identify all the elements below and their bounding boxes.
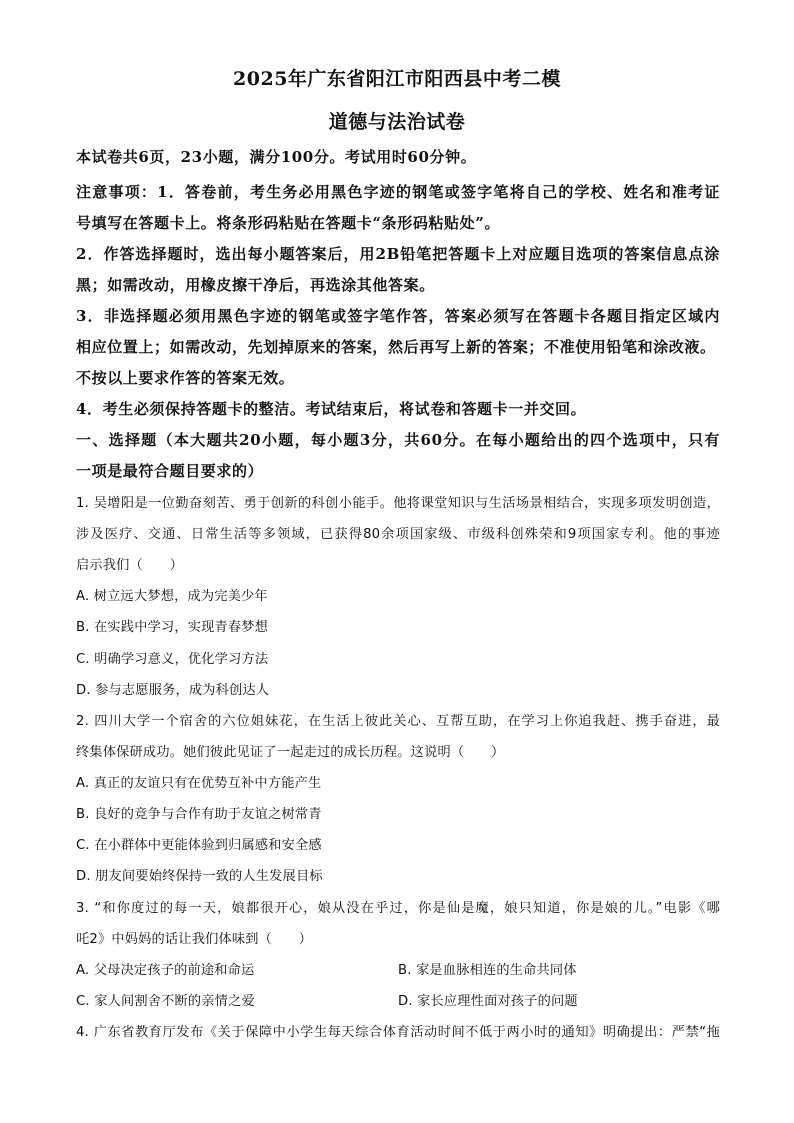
question-1-stem-line-3: 启示我们（ ） [76,558,184,573]
question-2-stem-line-2: 终集体保研成功。她们彼此见证了一起走过的成长历程。这说明（ ） [76,745,505,760]
notice-3-line-3: 不按以上要求作答的答案无效。 [76,369,295,387]
question-2-option-a: A. 真正的友谊只有在优势互补中方能产生 [76,776,322,791]
question-3-option-c: C. 家人间割舍不断的亲情之爱 [76,994,255,1009]
section-heading-line-1: 一、选择题（本大题共20小题，每小题3分，共60分。在每小题给出的四个选项中，只有 [76,431,720,449]
notice-1-line-2: 号填写在答题卡上。将条形码粘贴在答题卡“条形码粘贴处”。 [76,214,501,232]
notice-4: 4．考生必须保持答题卡的整洁。考试结束后，将试卷和答题卡一并交回。 [76,400,587,418]
question-3-stem-line-1: 3. “和你度过的每一天，娘都很开心，娘从没在乎过，你是仙是魔，娘只知道，你是娘的儿。”电影《哪 [76,901,720,916]
question-3-option-b: B. 家是血脉相连的生命共同体 [398,963,577,978]
notice-2-line-2: 黑；如需改动，用橡皮擦干净后，再选涂其他答案。 [76,276,435,294]
question-1-option-a: A. 树立远大梦想，成为完美少年 [76,589,268,604]
question-2-option-c: C. 在小群体中更能体验到归属感和安全感 [76,838,322,853]
question-3-option-d: D. 家长应理性面对孩子的问题 [398,994,578,1009]
notice-3-line-2: 相应位置上；如需改动，先划掉原来的答案，然后再写上新的答案；不准使用铅笔和涂改液。 [76,338,716,356]
question-1-stem-line-2: 涉及医疗、交通、日常生活等多领域，已获得80余项国家级、市级科创殊荣和9项国家专利。他的事迹 [76,527,720,542]
notice-3-line-1: 3．非选择题必须用黑色字迹的钢笔或签字笔作答，答案必须写在答题卡各题目指定区域内 [76,307,720,325]
question-1-option-c: C. 明确学习意义，优化学习方法 [76,652,269,667]
notice-2-line-1: 2．作答选择题时，选出每小题答案后，用2B铅笔把答题卡上对应题目选项的答案信息点涂 [76,245,720,263]
question-1-option-d: D. 参与志愿服务，成为科创达人 [76,683,270,698]
question-3-stem-line-2: 吒2》中妈妈的话让我们体味到（ ） [76,932,313,947]
section-heading-line-2: 一项是最符合题目要求的） [76,462,264,480]
question-2-option-d: D. 朋友间要始终保持一致的人生发展目标 [76,869,323,884]
question-1-option-b: B. 在实践中学习，实现青春梦想 [76,620,269,635]
notice-1-line-1: 注意事项：1．答卷前，考生务必用黑色字迹的钢笔或签字笔将自己的学校、姓名和准考证 [76,183,720,201]
question-3-option-a: A. 父母决定孩子的前途和命运 [76,963,255,978]
exam-title: 2025年广东省阳江市阳西县中考二模 [233,68,561,90]
intro-summary: 本试卷共6页，23小题，满分100分。考试用时60分钟。 [76,148,477,166]
question-4-stem-line-1: 4. 广东省教育厅发布《关于保障中小学生每天综合体育活动时间不低于两小时的通知》明确提出：严禁“拖 [76,1025,720,1040]
question-2-option-b: B. 良好的竞争与合作有助于友谊之树常青 [76,807,322,822]
question-1-stem-line-1: 1. 吴增阳是一位勤奋刻苦、勇于创新的科创小能手。他将课堂知识与生活场景相结合，实现多项发明创造， [76,496,720,511]
exam-subtitle: 道德与法治试卷 [328,111,466,133]
question-2-stem-line-1: 2. 四川大学一个宿舍的六位姐妹花，在生活上彼此关心、互帮互助，在学习上你追我赶、携手奋进，最 [76,714,720,729]
